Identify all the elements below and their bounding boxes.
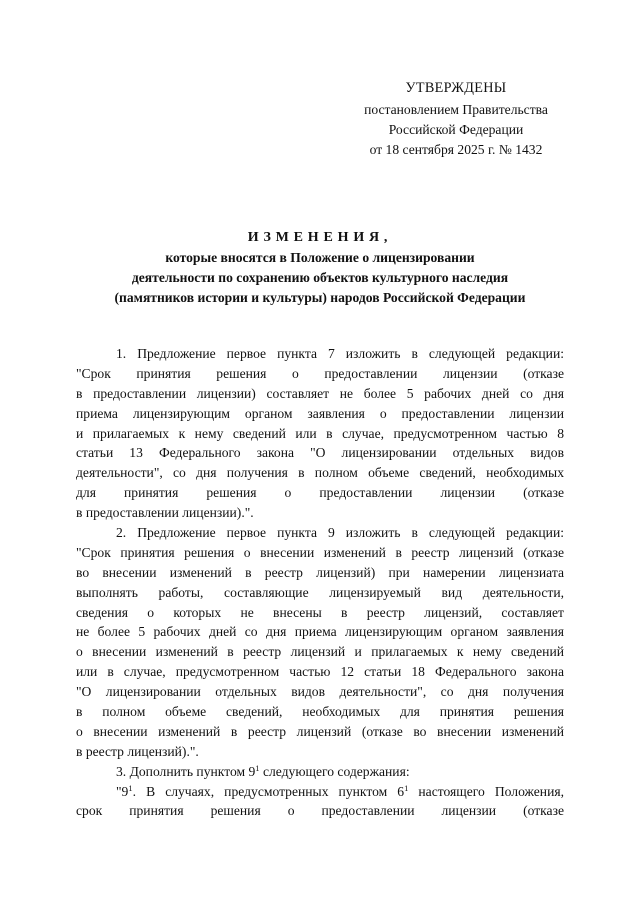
approval-line-2: Российской Федерации — [388, 122, 524, 137]
body-line: приема лицензирующим органом заявления о предоставлении лицензии — [76, 405, 564, 421]
body-line: "О лицензировании отдельных видов деятельности", со дня получения — [76, 684, 564, 700]
body-line: 2. Предложение первое пункта 9 изложить в следующей редакции: — [116, 525, 564, 541]
title-heading: ИЗМЕНЕНИЯ, — [247, 230, 393, 245]
body-line: статьи 13 Федерального закона "О лицензировании отдельных видов — [76, 445, 564, 461]
body-fragment: следующего содержания: — [259, 763, 410, 779]
body-line: в предоставлении лицензии).". — [76, 505, 254, 521]
body-line: деятельности", со дня получения в полном объеме сведений, необходимых — [76, 465, 564, 481]
superscript: 1 — [128, 782, 133, 793]
approval-line-1: постановлением Правительства — [364, 102, 548, 117]
body-line: или в случае, предусмотренном частью 12 статьи 18 Федерального закона — [76, 664, 564, 680]
approval-line-3: от 18 сентября 2025 г. № 1432 — [369, 142, 543, 157]
body-fragment: . В случаях, предусмотренных пунктом 6 — [132, 783, 405, 799]
superscript: 1 — [255, 762, 260, 773]
body-line: о внесении изменений в реестр лицензий (отказе во внесении изменений — [76, 723, 564, 739]
superscript: 1 — [404, 782, 409, 793]
body-fragment: настоящего Положения, — [408, 783, 564, 799]
body-line: "Срок принятия решения о предоставлении лицензии (отказе — [76, 365, 564, 381]
title-line-3: (памятников истории и культуры) народов Российской Федерации — [114, 290, 526, 305]
body-line: во внесении изменений в реестр лицензий) при намерении лицензиата — [76, 564, 564, 580]
document-body — [76, 344, 564, 821]
body-line: в реестр лицензий).". — [76, 743, 199, 759]
body-line-item-3 — [76, 762, 564, 782]
body-line: в предоставлении лицензии) составляет не более 5 рабочих дней со дня — [76, 385, 564, 401]
body-fragment: "9 — [116, 783, 129, 799]
body-line-item-9-1 — [76, 782, 564, 802]
document-title — [70, 228, 570, 308]
body-line: срок принятия решения о предоставлении лицензии (отказе — [76, 803, 564, 819]
body-line: сведения о которых не внесены в реестр лицензий, составляет — [76, 604, 564, 620]
body-line: для принятия решения о предоставлении лицензии (отказе — [76, 485, 564, 501]
body-line: "Срок принятия решения о внесении изменений в реестр лицензий (отказе — [76, 544, 564, 560]
approved-heading: УТВЕРЖДЕНЫ — [405, 80, 507, 96]
body-line: в полном объеме сведений, необходимых для принятия решения — [76, 704, 564, 720]
title-line-2: деятельности по сохранению объектов культурного наследия — [131, 270, 509, 285]
body-line: 1. Предложение первое пункта 7 изложить в следующей редакции: — [116, 346, 564, 361]
approval-stamp — [320, 78, 592, 160]
body-line: выполнять работы, составляющие лицензируемый вид деятельности, — [76, 584, 564, 600]
body-line: и прилагаемых к нему сведений или в случае, предусмотренном частью 8 — [76, 425, 564, 441]
body-line: не более 5 рабочих дней со дня приема лицензирующим органом заявления — [76, 624, 564, 640]
body-fragment: 3. Дополнить пунктом 9 — [116, 763, 256, 779]
title-line-1: которые вносятся в Положение о лицензировании — [165, 250, 475, 265]
body-line: о внесении изменений в реестр лицензий и прилагаемых к нему сведений — [76, 644, 564, 660]
